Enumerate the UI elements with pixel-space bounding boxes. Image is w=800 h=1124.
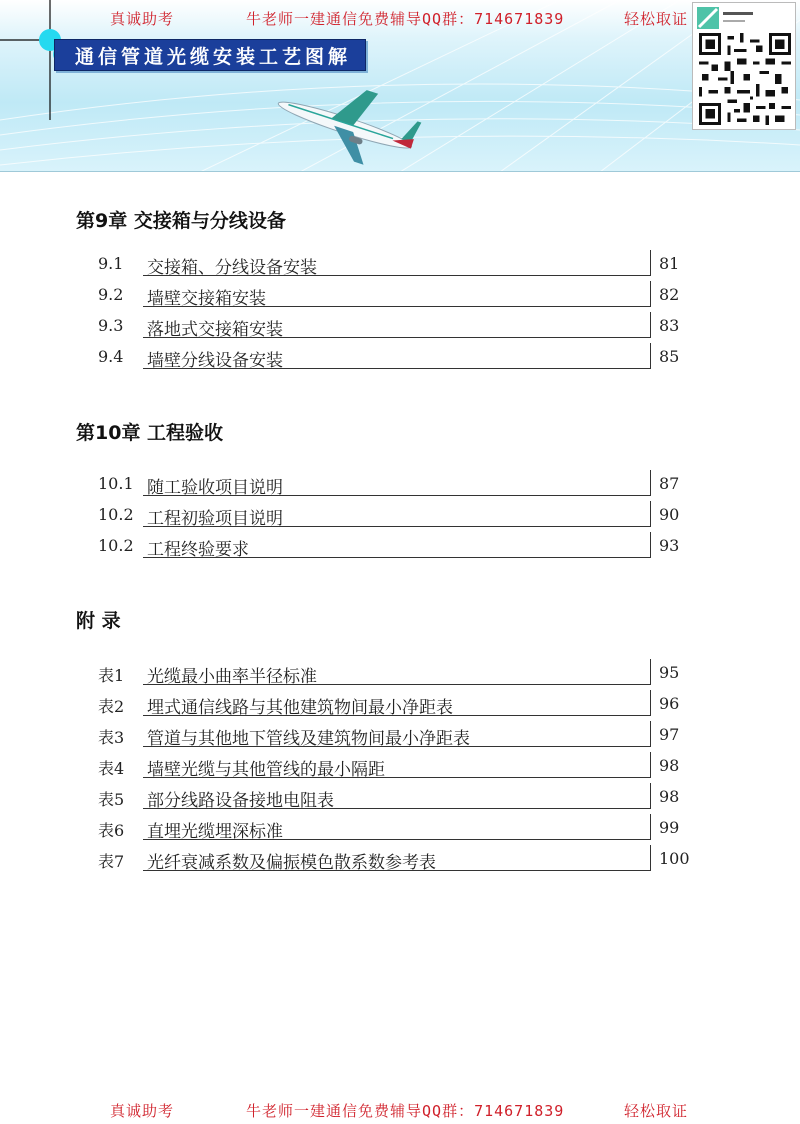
toc-entry-number: 9.4 (98, 347, 124, 366)
header-banner (0, 0, 800, 172)
toc-entry-page: 83 (659, 316, 680, 335)
toc-entry-title: 墙壁交接箱安装 (147, 289, 266, 309)
toc-entry-page: 81 (659, 254, 680, 273)
toc-entry-title: 墙壁光缆与其他管线的最小隔距 (147, 760, 385, 780)
toc-entry-number: 表5 (98, 790, 125, 809)
appendix-heading: 附 录 (76, 610, 121, 632)
toc-entry[interactable] (0, 530, 800, 561)
toc-entry-number: 10.1 (98, 474, 134, 493)
toc-entry[interactable] (0, 812, 800, 843)
toc-entry-number: 表6 (98, 821, 125, 840)
toc-entry-title: 光纤衰减系数及偏振模色散系数参考表 (147, 853, 436, 873)
footer-promo-right: 轻松取证 (624, 1102, 689, 1120)
toc-entry-title: 埋式通信线路与其他建筑物间最小净距表 (147, 698, 453, 718)
toc-entry-page: 100 (659, 849, 690, 868)
toc-entry-title: 部分线路设备接地电阻表 (147, 791, 334, 811)
toc-entry-title: 随工验收项目说明 (147, 478, 283, 498)
toc-entry[interactable] (0, 843, 800, 874)
promo-left-text: 真诚助考 (110, 10, 175, 28)
toc-entry-title: 直埋光缆埋深标准 (147, 822, 283, 842)
toc-entry-title: 工程终验要求 (147, 540, 249, 560)
toc-entry[interactable] (0, 688, 800, 719)
toc-entry-title: 交接箱、分线设备安装 (147, 258, 317, 278)
toc-entry[interactable] (0, 781, 800, 812)
promo-qq-group-text: 牛老师一建通信免费辅导QQ群：714671839 (246, 10, 565, 28)
chapter-heading: 第9章 交接箱与分线设备 (76, 210, 286, 232)
qr-code-panel (692, 2, 796, 130)
toc-entry[interactable] (0, 499, 800, 530)
toc-entry-title: 管道与其他地下管线及建筑物间最小净距表 (147, 729, 470, 749)
toc-entry-number: 表1 (98, 666, 125, 685)
toc-entry-page: 96 (659, 694, 680, 713)
toc-entry-number: 10.2 (98, 505, 134, 524)
toc-entry-page: 87 (659, 474, 680, 493)
toc-section-appendix (0, 657, 800, 874)
toc-entry-number: 表2 (98, 697, 125, 716)
toc-entry[interactable] (0, 719, 800, 750)
toc-entry-page: 82 (659, 285, 680, 304)
toc-entry-page: 98 (659, 787, 680, 806)
toc-entry-page: 98 (659, 756, 680, 775)
book-title: 通信管道光缆安装工艺图解 (54, 39, 366, 71)
promo-right-text: 轻松取证 (624, 10, 689, 28)
qr-code-icon (699, 33, 791, 125)
toc-entry-number: 表3 (98, 728, 125, 747)
toc-entry-page: 85 (659, 347, 680, 366)
toc-entry-number: 表4 (98, 759, 125, 778)
toc-entry-title: 光缆最小曲率半径标准 (147, 667, 317, 687)
toc-entry[interactable] (0, 341, 800, 372)
chapter-heading: 第10章 工程验收 (76, 422, 224, 444)
toc-entry[interactable] (0, 248, 800, 279)
toc-entry-page: 90 (659, 505, 680, 524)
footer-promo-left: 真诚助考 (110, 1102, 175, 1120)
toc-entry[interactable] (0, 468, 800, 499)
toc-entry-title: 落地式交接箱安装 (147, 320, 283, 340)
toc-entry-title: 工程初验项目说明 (147, 509, 283, 529)
toc-entry-page: 97 (659, 725, 680, 744)
toc-entry[interactable] (0, 657, 800, 688)
airplane-icon (268, 65, 425, 172)
toc-entry[interactable] (0, 279, 800, 310)
footer-promo-qq-group: 牛老师一建通信免费辅导QQ群：714671839 (246, 1102, 565, 1120)
toc-entry-number: 9.2 (98, 285, 124, 304)
toc-entry-number: 9.3 (98, 316, 124, 335)
toc-entry[interactable] (0, 310, 800, 341)
toc-entry-number: 表7 (98, 852, 125, 871)
toc-entry-page: 95 (659, 663, 680, 682)
toc-entry-number: 10.2 (98, 536, 134, 555)
toc-section-chapter-10 (0, 468, 800, 561)
toc-entry-page: 99 (659, 818, 680, 837)
toc-entry-page: 93 (659, 536, 680, 555)
toc-section-chapter-9 (0, 248, 800, 372)
toc-entry[interactable] (0, 750, 800, 781)
qr-header-graphic (697, 7, 793, 29)
toc-entry-title: 墙壁分线设备安装 (147, 351, 283, 371)
toc-entry-number: 9.1 (98, 254, 124, 273)
